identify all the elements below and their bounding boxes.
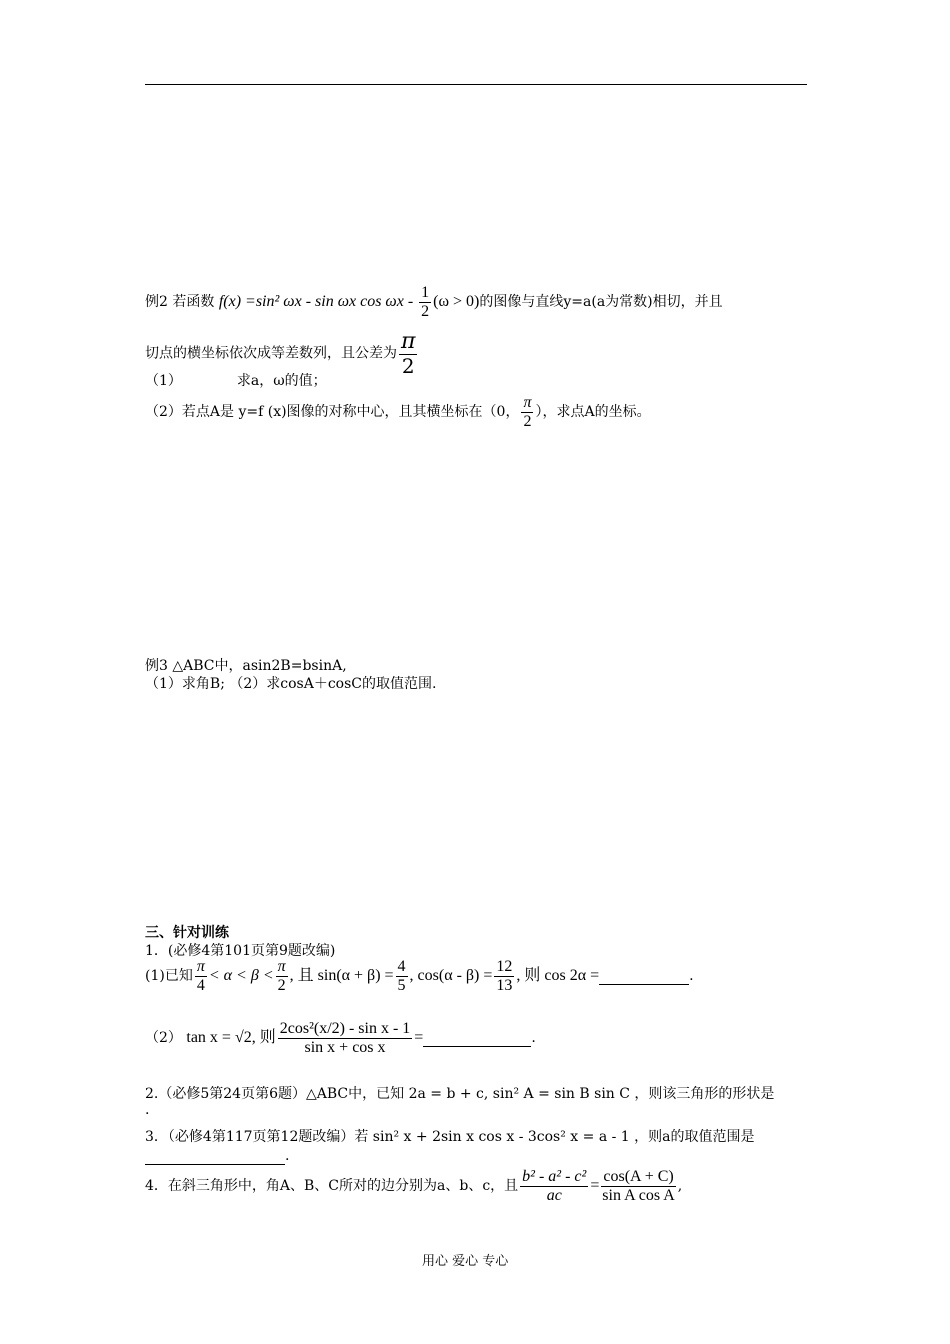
problem-1b: （2） tan x = √2, 则 $\frac{\text{2cos²(x/2) - sin x - 1}}{\text{sin x + cos x}}$ = .: [145, 1020, 536, 1056]
problem-3: 3．（必修4第117页第12题改编）若 sin² x + 2sin x cos x - 3cos² x = a - 1 ，则a的取值范围是: [145, 1129, 755, 1145]
header-rule: [145, 84, 807, 85]
problem-3-line2: .: [145, 1148, 289, 1165]
example-2-q1: （1） 求a，ω的值；: [145, 373, 327, 389]
problem-4: 4．在斜三角形中，角A、B、C所对的边分别为a、b、c，且 $\frac{\text{b² - a² - c²}}{ac}$ = $\frac{\cos(A + C)}{\text{sin A cos A}}$ ,: [145, 1168, 683, 1204]
fraction-12-13: $\frac{12}{13}$: [496, 958, 513, 994]
problem-1a: (1)已知 $\frac{\pi}{4}$ < α < β < $\frac{\pi}{2}$ , 且 sin(α + β) = $\frac{4}{5}$ , cos(α - β) = $\frac{12}{13}$ , 则 cos 2α = .: [145, 958, 694, 994]
example-3-line1: 例3 △ABC中，asin2B=bsinA,: [145, 658, 347, 674]
answer-blank-3[interactable]: [145, 1148, 285, 1165]
fraction-sides: $\frac{\text{b² - a² - c²}}{ac}$: [522, 1168, 587, 1204]
example-2-line2: 切点的横坐标依次成等差数列，且公差为 $\frac{\pi}{2}$: [145, 329, 416, 379]
example-2-q2: （2）若点A是 y=f (x)图像的对称中心，且其横坐标在（0， $\frac{\pi}{2}$ ），求点A的坐标。: [145, 394, 651, 430]
problem-2: 2.（必修5第24页第6题）△ABC中，已知 2a = b + c, sin² A = sin B sin C ，则该三角形的形状是: [145, 1086, 775, 1102]
fraction-pi-over-2: $\frac{\pi}{2}$: [401, 329, 416, 379]
example-2-line1: 例2 若函数 f(x) =sin² ωx - sin ωx cos ωx - $\frac{1}{2}$ (ω > 0)的图像与直线y=a(a为常数)相切，并且: [145, 284, 723, 320]
fraction-pi-over-2-b: $\frac{\pi}{2}$: [277, 958, 286, 994]
problem-2-end: .: [145, 1102, 150, 1118]
fraction-pi-over-4: $\frac{\pi}{4}$: [196, 958, 205, 994]
example-label: 例2: [145, 294, 168, 311]
fraction-angles: $\frac{\cos(A + C)}{\text{sin A cos A}}$: [602, 1168, 675, 1204]
example-3-line2: （1）求角B; （2）求cosA＋cosC的取值范围.: [145, 676, 437, 692]
fraction-4-5: $\frac{4}{5}$: [397, 958, 406, 994]
answer-blank-1b[interactable]: [423, 1030, 531, 1047]
function-formula: f(x) =sin² ωx - sin ωx cos ωx -: [218, 293, 418, 311]
fraction-trig-expression: $\frac{\text{2cos²(x/2) - sin x - 1}}{\text{sin x + cos x}}$: [279, 1020, 411, 1056]
section-title: 三、针对训练: [145, 925, 229, 941]
page-footer: 用心 爱心 专心: [422, 1254, 509, 1269]
answer-blank-1a[interactable]: [599, 968, 689, 985]
problem-1-head: 1．(必修4第101页第9题改编): [145, 943, 336, 959]
fraction-pi-over-2-small: $\frac{\pi}{2}$: [523, 394, 532, 430]
fraction-half: $\frac{1}{2}$: [421, 284, 430, 320]
